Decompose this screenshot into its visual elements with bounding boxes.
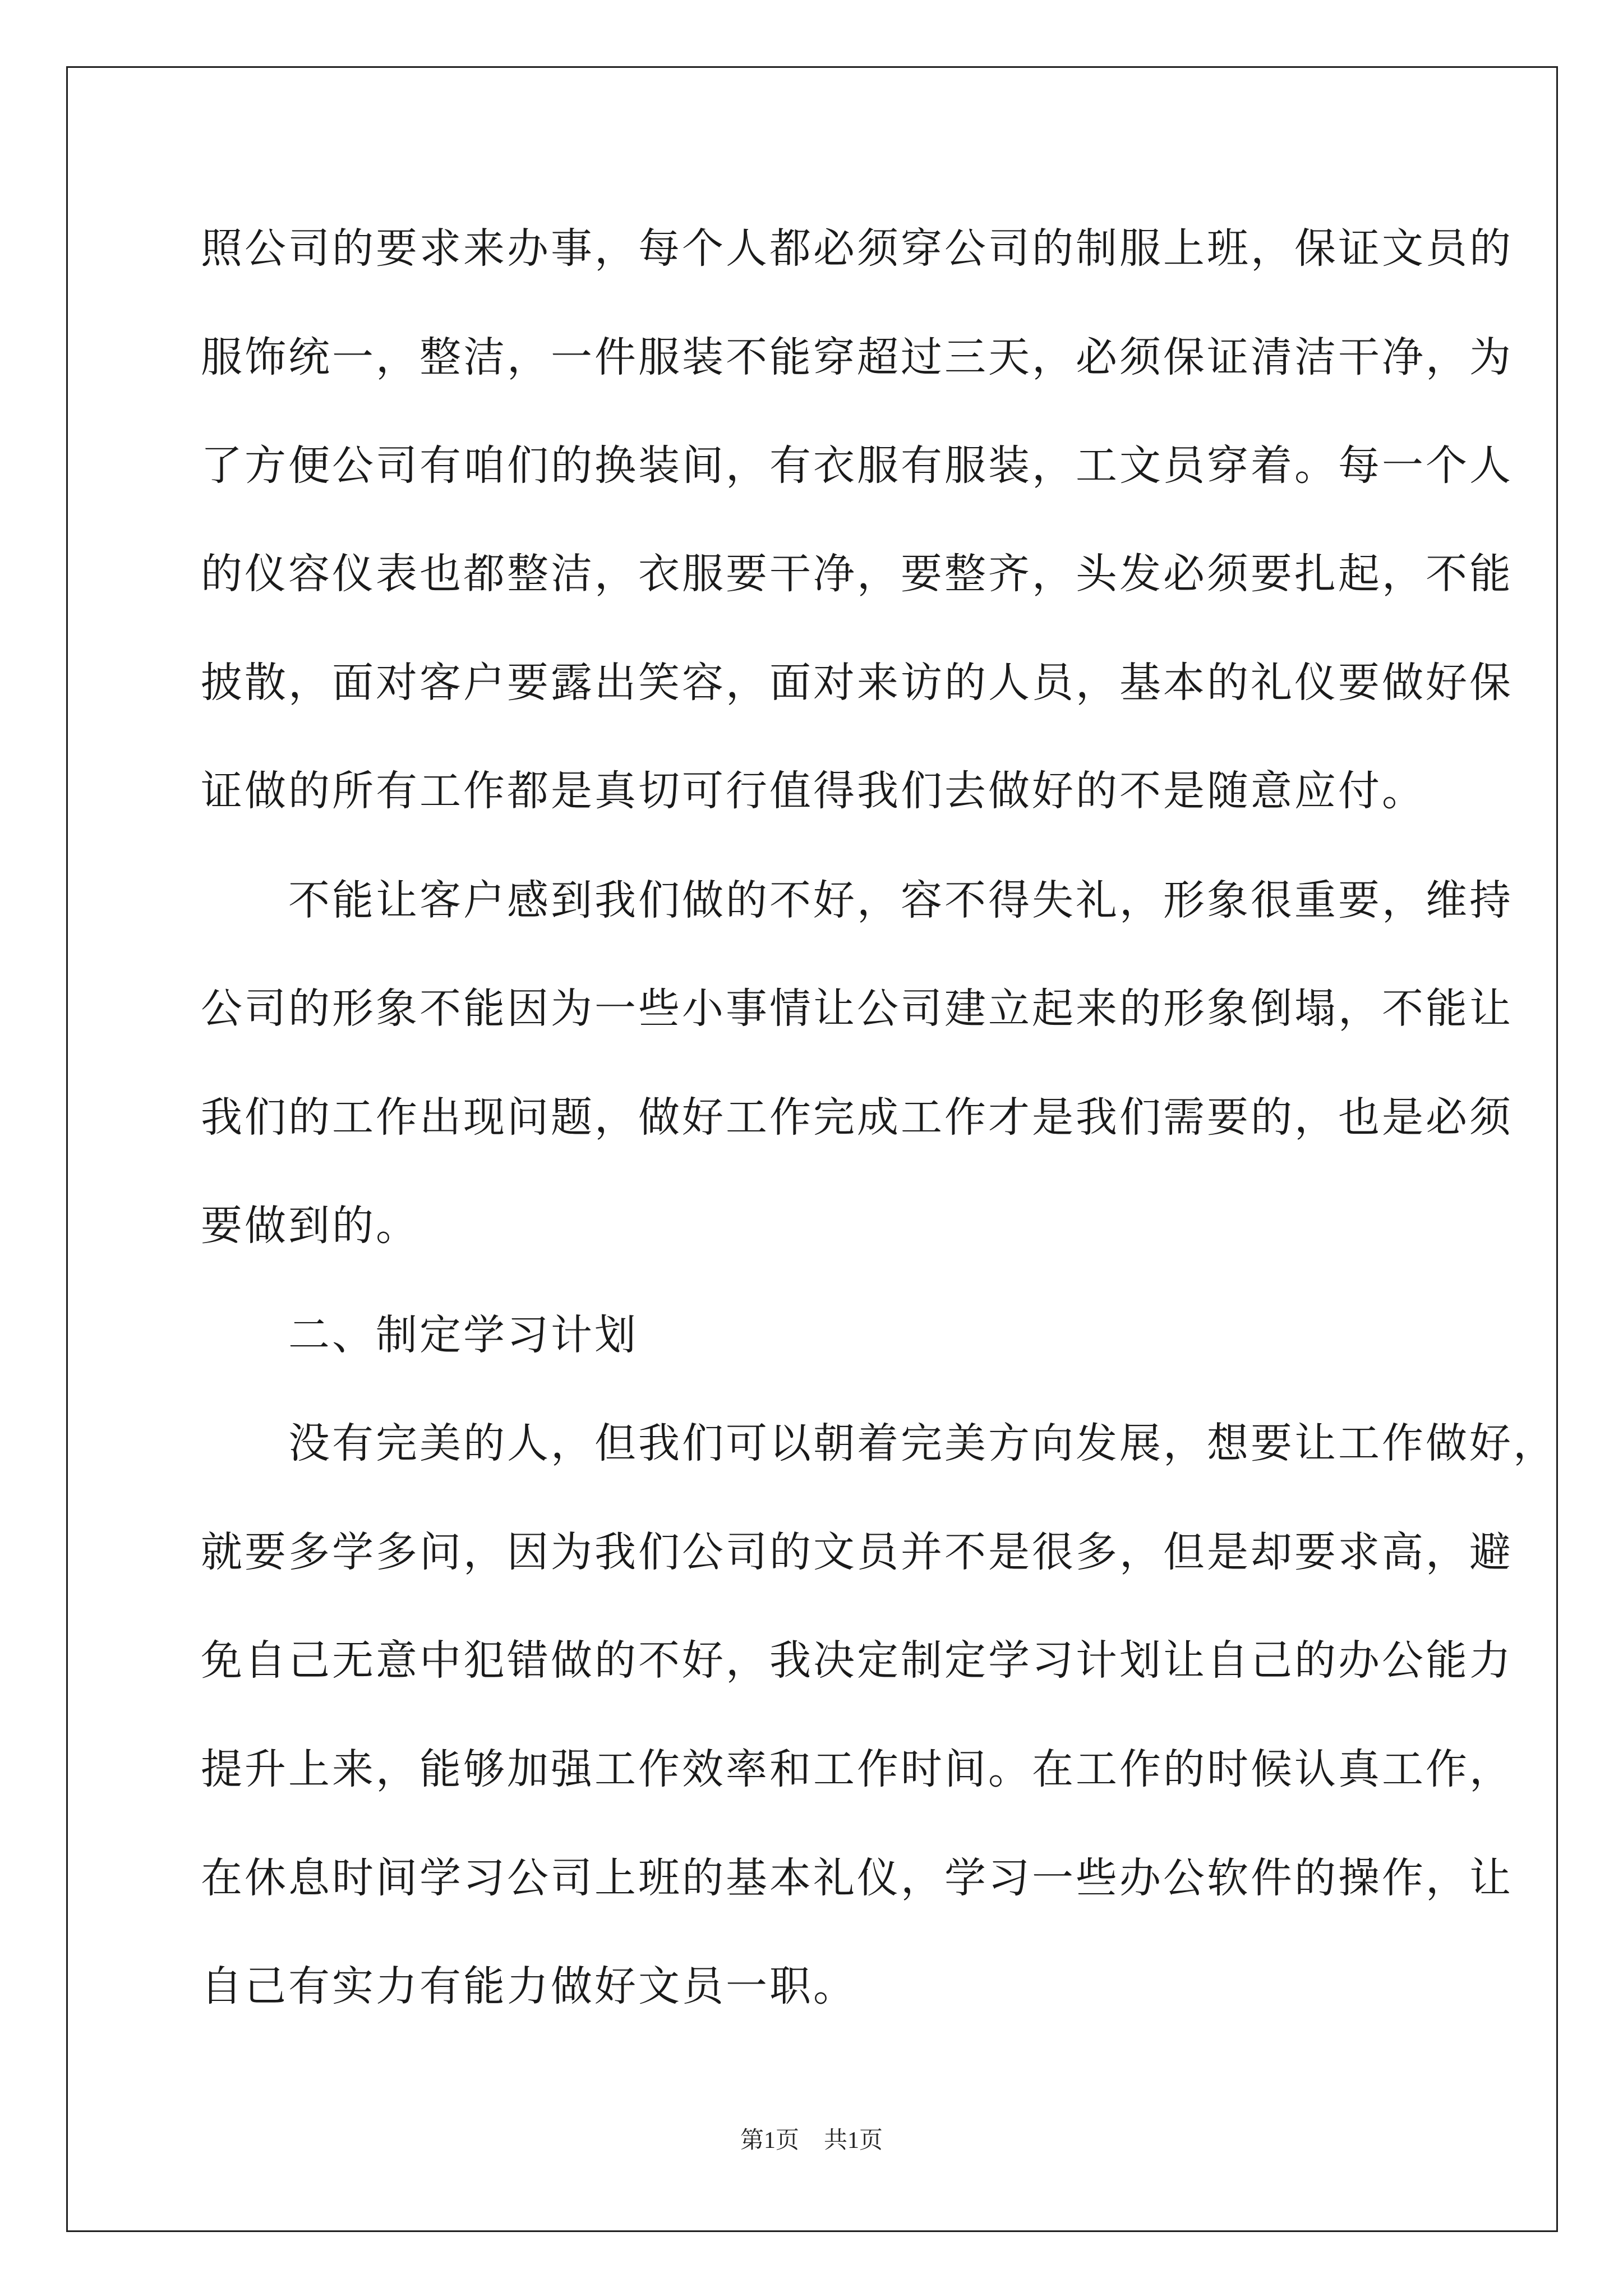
section-heading: 二、制定学习计划 xyxy=(201,1311,638,1359)
text-line: 自己有实力有能力做好文员一职。 xyxy=(201,1962,857,2010)
text-line: 在休息时间学习公司上班的基本礼仪，学习一些办公软件的操作，让 xyxy=(201,1854,1513,1902)
text-line: 就要多学多问，因为我们公司的文员并不是很多，但是却要求高，避 xyxy=(201,1528,1513,1576)
page-border xyxy=(66,66,1558,2232)
text-line: 服饰统一，整洁，一件服装不能穿超过三天，必须保证清洁干净，为 xyxy=(201,333,1513,381)
text-line: 了方便公司有咱们的换装间，有衣服有服装，工文员穿着。每一个人 xyxy=(201,441,1513,490)
text-line: 的仪容仪表也都整洁，衣服要干净，要整齐，头发必须要扎起，不能 xyxy=(201,550,1513,598)
text-line: 没有完美的人，但我们可以朝着完美方向发展，想要让工作做好， xyxy=(201,1419,1557,1467)
text-line: 披散，面对客户要露出笑容，面对来访的人员，基本的礼仪要做好保 xyxy=(201,659,1513,707)
text-line: 公司的形象不能因为一些小事情让公司建立起来的形象倒塌，不能让 xyxy=(201,984,1513,1033)
text-line: 证做的所有工作都是真切可行值得我们去做好的不是随意应付。 xyxy=(201,767,1426,815)
page-footer xyxy=(0,2124,1623,2157)
text-line: 提升上来，能够加强工作效率和工作时间。在工作的时候认真工作， xyxy=(201,1745,1513,1793)
text-line: 免自己无意中犯错做的不好，我决定制定学习计划让自己的办公能力 xyxy=(201,1636,1513,1685)
page-number: 第1页 xyxy=(740,2128,799,2154)
text-line: 我们的工作出现问题，做好工作完成工作才是我们需要的，也是必须 xyxy=(201,1093,1513,1142)
text-line: 照公司的要求来办事，每个人都必须穿公司的制服上班，保证文员的 xyxy=(201,224,1513,273)
text-line: 要做到的。 xyxy=(201,1202,419,1250)
text-line: 不能让客户感到我们做的不好，容不得失礼，形象很重要，维持 xyxy=(201,876,1513,924)
page-total: 共1页 xyxy=(824,2128,883,2154)
